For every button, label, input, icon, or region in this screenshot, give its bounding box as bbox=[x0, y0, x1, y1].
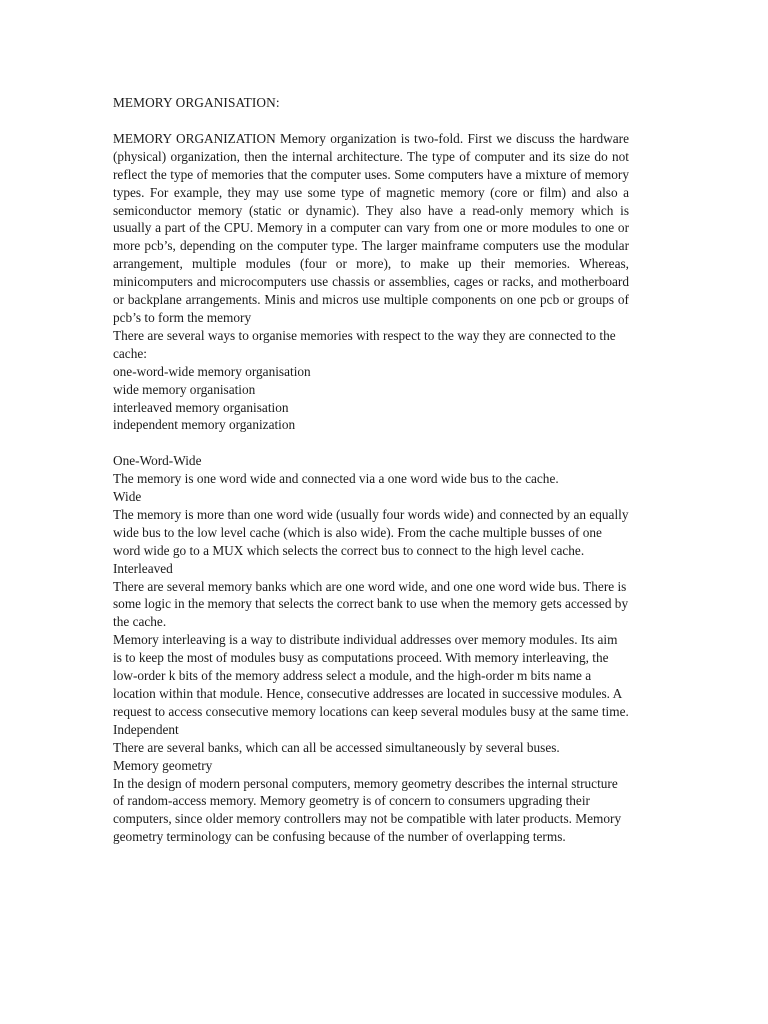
one-word-wide-paragraph: The memory is one word wide and connected via a one word wide bus to the cache. bbox=[113, 471, 559, 487]
intro-paragraph: MEMORY ORGANIZATION Memory organization is two-fold. First we discuss the hardware (physical) organization, then the internal architecture. The type of computer and its size do not reflect the type of memories that the computer uses. Some computers have a mixture of memory types. For example, they may use some type of magnetic memory (core or film) and also a semiconductor memory (static or dynamic). They also have a read-only memory which is usually a part of the CPU. Memory in a computer can vary from one or more modules to one or more pcb’s, depending on the computer type. The larger mainframe computers use the modular arrangement, multiple modules (four or more), to make up their memories. Whereas, minicomputers and microcomputers use chassis or assemblies, cages or racks, and motherboard or backplane arrangements. Minis and micros use multiple components on one pcb or groups of pcb’s to form the memory bbox=[113, 130, 629, 325]
list-item: wide memory organisation bbox=[113, 381, 256, 397]
section-heading-independent: Independent bbox=[113, 721, 179, 737]
organisation-types-list bbox=[113, 363, 629, 435]
wide-paragraph: The memory is more than one word wide (usually four words wide) and connected by an equally wide bus to the low level cache (which is also wide). From the cache multiple busses of one word wide go to a MUX which selects the correct bus to connect to the high level cache. bbox=[113, 506, 629, 558]
section-heading-interleaved: Interleaved bbox=[113, 560, 173, 576]
list-item: independent memory organization bbox=[113, 417, 296, 433]
document-body bbox=[113, 94, 629, 846]
independent-paragraph: There are several banks, which can all be accessed simultaneously by several buses. bbox=[113, 739, 560, 755]
ways-intro-paragraph: There are several ways to organise memories with respect to the way they are connected to the cache: bbox=[113, 327, 616, 361]
section-heading-wide: Wide bbox=[113, 489, 142, 505]
section-heading-one-word-wide: One-Word-Wide bbox=[113, 453, 202, 469]
document-title: MEMORY ORGANISATION: bbox=[113, 95, 280, 110]
memory-geometry-paragraph: In the design of modern personal computers, memory geometry describes the internal structure of random-access memory. Memory geometry is of concern to consumers upgrading their computers, since older memory controllers may not be compatible with later products. Memory geometry terminology can be confusing because of the number of overlapping terms. bbox=[113, 775, 622, 845]
section-heading-memory-geometry: Memory geometry bbox=[113, 757, 213, 773]
interleaved-paragraph: There are several memory banks which are one word wide, and one one word wide bus. There is some logic in the memory that selects the correct bank to use when the memory gets accessed by the cache. bbox=[113, 578, 629, 630]
list-item: interleaved memory organisation bbox=[113, 399, 289, 415]
section-spacer bbox=[113, 434, 629, 452]
interleaving-paragraph: Memory interleaving is a way to distribute individual addresses over memory modules. Its aim is to keep the most of modules busy as computations proceed. With memory interleaving, the low-order k bits of the memory address select a module, and the high-order m bits name a location within that module. Hence, consecutive addresses are located in successive modules. A request to access consecutive memory locations can keep several modules busy at the same time. bbox=[113, 632, 629, 719]
list-item: one-word-wide memory organisation bbox=[113, 363, 311, 379]
